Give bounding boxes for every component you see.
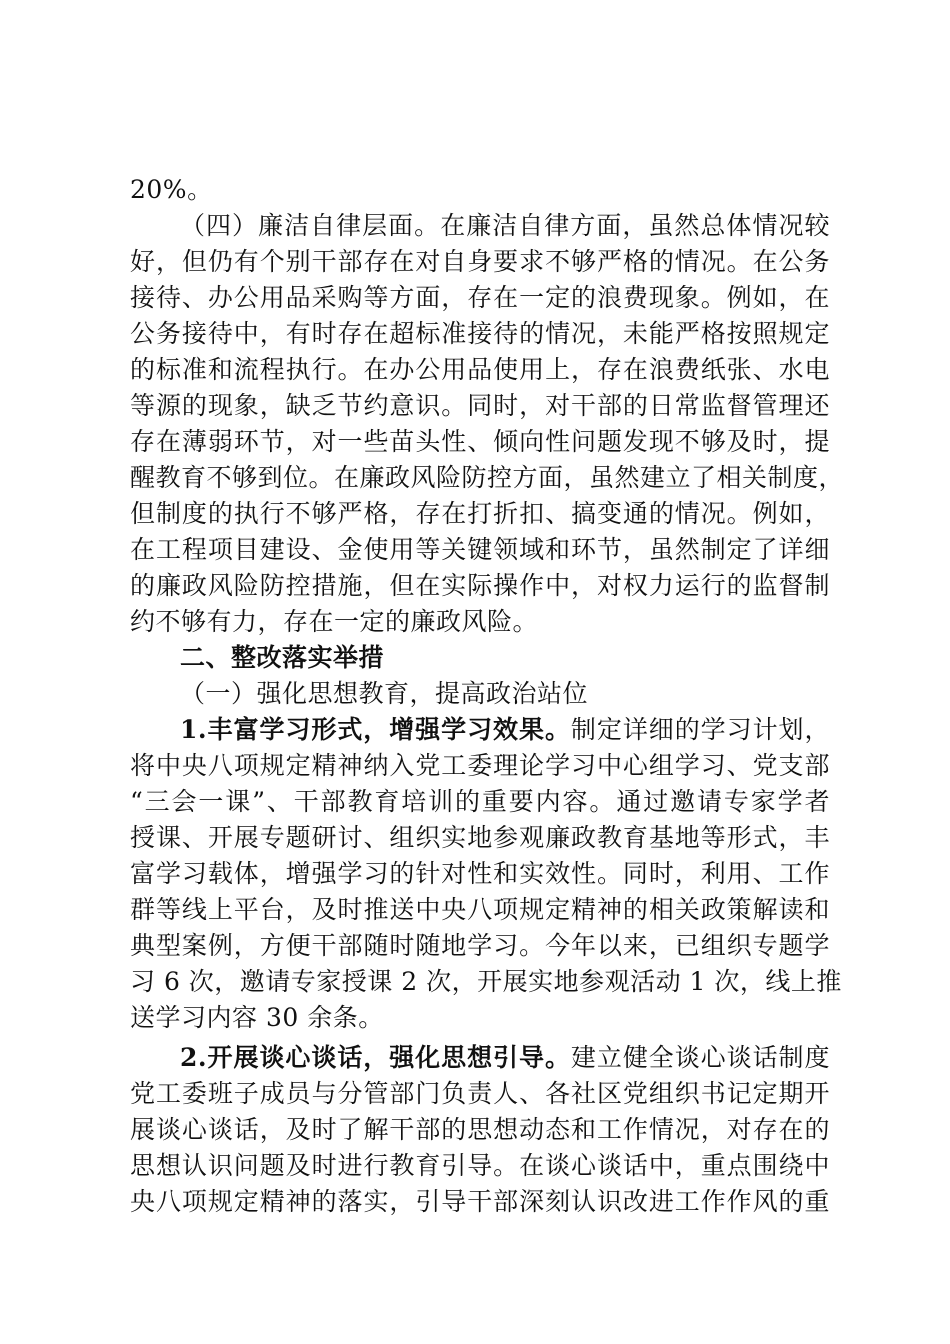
body-line [130, 892, 830, 928]
body-line [130, 496, 830, 532]
body-line [130, 172, 830, 208]
item-line [180, 712, 830, 748]
body-line [130, 316, 830, 352]
line-text: 典型案例，方便干部随时随地学习。今年以来，已组织专题学 [130, 931, 830, 960]
line-text: 央八项规定精神的落实，引导干部深刻认识改进工作作风的重 [130, 1187, 830, 1216]
line-text: 约不够有力，存在一定的廉政风险。 [130, 607, 539, 636]
line-text: 将中央八项规定精神纳入党工委理论学习中心组学习、党支部 [130, 751, 830, 780]
line-text: 接待、办公用品采购等方面，存在一定的浪费现象。例如，在 [130, 283, 830, 312]
body-line [130, 1148, 830, 1184]
line-text: 展谈心谈话，及时了解干部的思想动态和工作情况，对存在的 [130, 1115, 830, 1144]
line-text: 等源的现象，缺乏节约意识。同时，对干部的日常监督管理还 [130, 391, 830, 420]
item-line [180, 1040, 830, 1076]
line-text: “三会一课”、干部教育培训的重要内容。通过邀请专家学者 [130, 787, 830, 816]
line-text: 制定详细的学习计划， [570, 715, 830, 744]
body-line [130, 388, 830, 424]
line-text: 建立健全谈心谈话制度 [570, 1043, 830, 1072]
body-line [130, 748, 830, 784]
body-line [130, 1112, 830, 1148]
subsection-line [180, 208, 830, 244]
line-text: 授课、开展专题研讨、组织实地参观廉政教育基地等形式，丰 [130, 823, 830, 852]
body-line [130, 784, 830, 820]
subsection-title: （一）强化思想教育，提高政治站位 [180, 679, 589, 708]
body-line [130, 460, 845, 496]
line-text: 富学习载体，增强学习的针对性和实效性。同时，利用、工作 [130, 859, 830, 888]
body-line [130, 1076, 830, 1112]
body-line [130, 280, 830, 316]
body-line [130, 424, 830, 460]
body-line [130, 856, 830, 892]
line-text: 20%。 [130, 175, 213, 204]
subsection-heading [180, 676, 830, 712]
line-text: 在工程项目建设、金使用等关键领域和环节，虽然制定了详细 [130, 535, 830, 564]
line-text: 在廉洁自律方面，虽然总体情况较 [440, 211, 830, 240]
line-text: 思想认识问题及时进行教育引导。在谈心谈话中，重点围绕中 [130, 1151, 830, 1180]
body-line [130, 1184, 830, 1220]
body-line [130, 964, 842, 1000]
line-text: 的标准和流程执行。在办公用品使用上，存在浪费纸张、水电 [130, 355, 830, 384]
line-text: 习 6 次，邀请专家授课 2 次，开展实地参观活动 1 次，线上推 [130, 967, 842, 996]
line-text: 好，但仍有个别干部存在对自身要求不够严格的情况。在公务 [130, 247, 830, 276]
section-heading [180, 640, 830, 676]
line-text: 公务接待中，有时存在超标准接待的情况，未能严格按照规定 [130, 319, 830, 348]
body-line [130, 244, 830, 280]
subsection-title: （四）廉洁自律层面。 [180, 211, 441, 240]
body-line [130, 820, 830, 856]
body-line [130, 1000, 830, 1036]
line-text: 党工委班子成员与分管部门负责人、各社区党组织书记定期开 [130, 1079, 830, 1108]
body-line [130, 604, 830, 640]
line-text: 送学习内容 30 余条。 [130, 1003, 384, 1032]
line-text: 群等线上平台，及时推送中央八项规定精神的相关政策解读和 [130, 895, 830, 924]
line-text: 但制度的执行不够严格，存在打折扣、搞变通的情况。例如， [130, 499, 830, 528]
line-text: 的廉政风险防控措施，但在实际操作中，对权力运行的监督制 [130, 571, 830, 600]
body-line [130, 928, 830, 964]
item-title: 2.开展谈心谈话，强化思想引导。 [180, 1043, 571, 1072]
item-title: 1.丰富学习形式，增强学习效果。 [180, 715, 571, 744]
line-text: 醒教育不够到位。在廉政风险防控方面，虽然建立了相关制度， [130, 463, 845, 492]
body-line [130, 568, 830, 604]
line-text: 存在薄弱环节，对一些苗头性、倾向性问题发现不够及时，提 [130, 427, 830, 456]
section-title: 二、整改落实举措 [180, 643, 385, 672]
body-line [130, 532, 830, 568]
body-line [130, 352, 830, 388]
